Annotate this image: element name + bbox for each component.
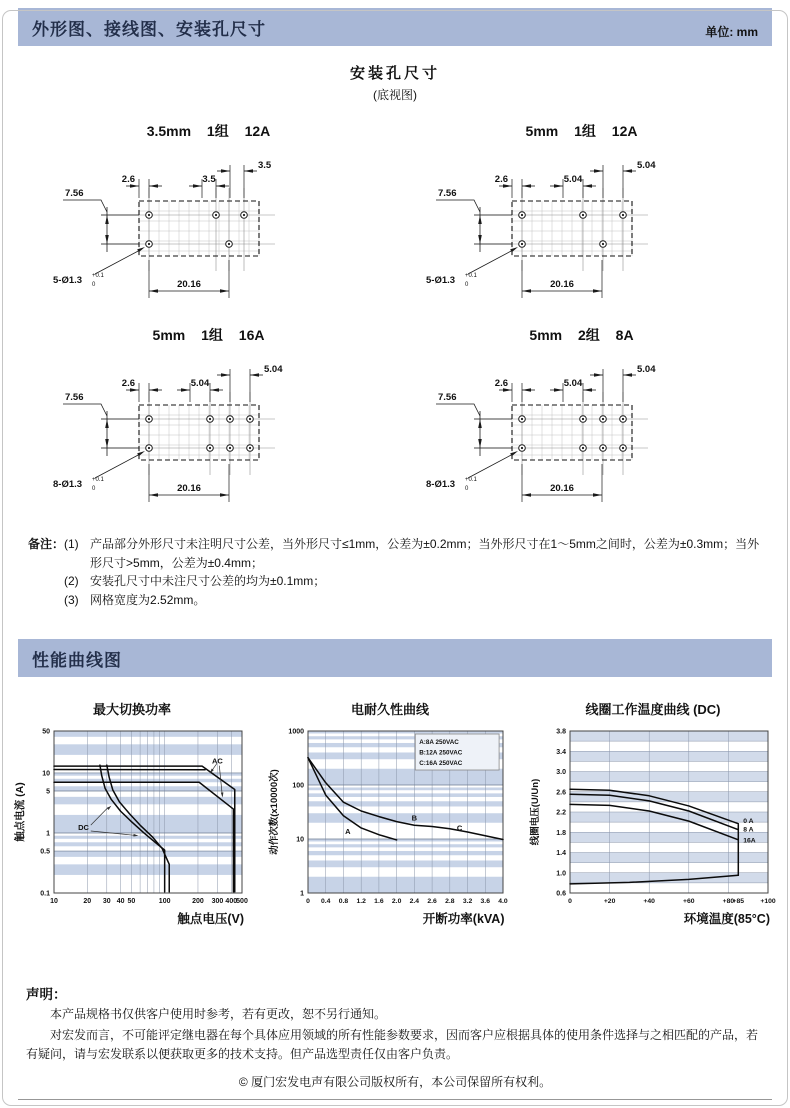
plot [308, 731, 503, 893]
svg-text:A: A [344, 827, 351, 837]
svg-text:40: 40 [116, 898, 125, 906]
svg-text:8-Ø1.3: 8-Ø1.3 [52, 479, 82, 490]
svg-text:0: 0 [464, 282, 468, 288]
svg-text:0 A: 0 A [743, 818, 754, 826]
svg-text:+0.1: +0.1 [464, 273, 477, 279]
svg-text:2.6: 2.6 [121, 174, 135, 185]
svg-text:20.16: 20.16 [176, 279, 201, 290]
mounting-hole-drawing-5mm-1pole-12a [412, 141, 752, 311]
datasheet-page [0, 8, 790, 1108]
mounting-hole-drawing-5mm-1pole-16a [39, 345, 379, 515]
svg-text:0: 0 [91, 282, 95, 288]
coil-temperature-chart [528, 723, 778, 907]
svg-text:5.04: 5.04 [190, 378, 209, 389]
copyright-footer: © 厦门宏发电声有限公司版权所有，本公司保留所有权利。 [238, 1075, 552, 1090]
diagram-title-3: 5mm 1组 16A [152, 327, 265, 343]
svg-text:0.4: 0.4 [320, 898, 330, 906]
chart-block-max-switching-power [12, 699, 252, 927]
mounting-diagram-grid [0, 107, 790, 515]
svg-text:0: 0 [464, 486, 468, 492]
svg-text:B: B [411, 813, 417, 823]
svg-text:2.6: 2.6 [121, 378, 135, 389]
svg-text:30: 30 [102, 898, 111, 906]
svg-text:7.56: 7.56 [64, 392, 83, 403]
svg-text:3.5: 3.5 [257, 160, 271, 171]
diagram-cell-1 [22, 107, 395, 311]
svg-text:5.04: 5.04 [563, 174, 582, 185]
performance-section-title: 性能曲线图 [32, 651, 122, 671]
diagram-cell-2 [395, 107, 768, 311]
svg-text:7.56: 7.56 [437, 188, 456, 199]
svg-text:1.6: 1.6 [373, 898, 384, 906]
svg-text:8 A: 8 A [743, 827, 754, 835]
drawing [426, 364, 656, 502]
unit-label: 单位: mm [705, 25, 758, 39]
diagram-cell-3 [22, 311, 395, 515]
svg-text:2.2: 2.2 [556, 809, 566, 817]
svg-text:0.1: 0.1 [40, 890, 50, 898]
svg-text:1000: 1000 [287, 728, 304, 736]
svg-text:0: 0 [568, 898, 572, 906]
drawing [53, 364, 283, 502]
note-marker-3: (3) [64, 592, 79, 607]
mounting-holes-title: 安装孔尺寸 [349, 65, 440, 82]
svg-text:300: 300 [211, 898, 224, 906]
svg-text:10: 10 [42, 770, 50, 778]
svg-text:0.6: 0.6 [556, 890, 566, 898]
svg-text:20: 20 [83, 898, 92, 906]
svg-text:20.16: 20.16 [549, 279, 574, 290]
svg-text:线圈电压(U/Un): 线圈电压(U/Un) [530, 779, 541, 846]
svg-text:5-Ø1.3: 5-Ø1.3 [52, 275, 82, 286]
svg-text:+100: +100 [760, 898, 776, 906]
svg-text:A:8A 250VAC: A:8A 250VAC [418, 739, 459, 747]
outline-section-header [18, 8, 772, 46]
chart3-title: 线圈工作温度曲线 (DC) [585, 702, 721, 718]
note-item-1 [64, 535, 762, 572]
note-item-2 [64, 572, 762, 591]
svg-text:+60: +60 [683, 898, 695, 906]
svg-text:20.16: 20.16 [549, 483, 574, 494]
svg-text:100: 100 [291, 782, 304, 790]
svg-text:+0.1: +0.1 [91, 273, 104, 279]
svg-text:+40: +40 [643, 898, 655, 906]
diagram-cell-4 [395, 311, 768, 515]
plot [54, 731, 242, 893]
svg-text:5-Ø1.3: 5-Ø1.3 [425, 275, 455, 286]
note-marker-2: (2) [64, 574, 79, 589]
mounting-holes-subtitle: (底视图) [373, 88, 417, 102]
svg-text:400: 400 [225, 898, 238, 906]
max-switching-power-chart [12, 723, 252, 907]
svg-text:5.04: 5.04 [636, 364, 655, 375]
note-text-1: 产品部分外形尺寸未注明尺寸公差，当外形尺寸≤1mm，公差为±0.2mm；当外形尺寸在1～5mm之间时，公差为±0.3mm；当外形尺寸>5mm，公差为±0.4mm； [90, 537, 760, 570]
svg-text:0.8: 0.8 [338, 898, 348, 906]
notes-items [64, 535, 762, 609]
svg-text:3.5: 3.5 [201, 174, 216, 185]
note-text-2: 安装孔尺寸中未注尺寸公差的均为±0.1mm； [90, 574, 326, 589]
svg-text:1.4: 1.4 [556, 850, 566, 858]
svg-text:2.4: 2.4 [409, 898, 419, 906]
svg-text:200: 200 [192, 898, 204, 906]
chart2-xlabel: 开断功率(kVA) [422, 912, 505, 927]
chart3-xlabel: 环境温度(85°C) [683, 912, 770, 927]
svg-text:0: 0 [91, 486, 95, 492]
diagram-title-1: 3.5mm 1组 12A [146, 123, 271, 139]
svg-text:20.16: 20.16 [176, 483, 201, 494]
svg-text:+20: +20 [603, 898, 616, 906]
drawing [53, 160, 275, 298]
svg-text:+0.1: +0.1 [91, 477, 104, 483]
svg-text:5.04: 5.04 [563, 378, 582, 389]
declaration-paragraph-1: 本产品规格书仅供客户使用时参考，若有更改，恕不另行通知。 [50, 1007, 387, 1022]
svg-text:3.6: 3.6 [480, 898, 490, 906]
svg-text:1: 1 [299, 890, 304, 898]
svg-text:4.0: 4.0 [497, 898, 508, 906]
svg-text:3.0: 3.0 [556, 769, 566, 777]
electrical-endurance-chart [268, 723, 513, 907]
svg-text:8-Ø1.3: 8-Ø1.3 [425, 479, 455, 490]
svg-text:触点电流 (A): 触点电流 (A) [14, 782, 26, 843]
svg-text:2.0: 2.0 [391, 898, 401, 906]
note-item-3 [64, 591, 762, 610]
svg-text:10: 10 [295, 836, 304, 844]
svg-text:5: 5 [46, 788, 50, 796]
svg-text:0.5: 0.5 [40, 848, 50, 856]
svg-text:3.8: 3.8 [556, 728, 566, 736]
svg-text:2.6: 2.6 [494, 378, 508, 389]
svg-text:+80: +80 [722, 898, 735, 906]
svg-text:动作次数(x10000次): 动作次数(x10000次) [268, 769, 280, 856]
svg-text:500: 500 [236, 898, 248, 906]
notes-section [0, 535, 790, 609]
drawing [426, 160, 656, 298]
svg-text:3.2: 3.2 [462, 898, 472, 906]
diagram-title-4: 5mm 2组 8A [529, 327, 634, 343]
note-marker-1: (1) [64, 537, 79, 551]
plot [570, 731, 768, 893]
svg-text:3.4: 3.4 [556, 749, 566, 757]
performance-section-header [18, 639, 772, 677]
svg-text:DC: DC [78, 823, 89, 833]
declaration-paragraph-2: 对宏发而言，不可能评定继电器在每个具体应用领域的所有性能参数要求，因而客户应根据具体的使用条件选择与之相匹配的产品，若有疑问，请与宏发联系以便获取更多的技术支持。但产品选型责任仅由客户负责。 [26, 1027, 759, 1061]
mounting-hole-drawing-3p5mm-1pole-12a [39, 141, 379, 311]
svg-text:B:12A 250VAC: B:12A 250VAC [418, 749, 462, 757]
note-text-3: 网格宽度为2.52mm。 [90, 592, 206, 607]
svg-text:+85: +85 [732, 898, 745, 906]
svg-text:1.8: 1.8 [556, 830, 566, 838]
svg-text:16A: 16A [743, 837, 756, 845]
svg-text:5.04: 5.04 [636, 160, 655, 171]
svg-text:50: 50 [127, 898, 136, 906]
svg-text:1: 1 [46, 830, 50, 838]
chart1-title: 最大切换功率 [92, 702, 171, 718]
notes-label: 备注： [28, 537, 65, 551]
declaration-section [0, 983, 790, 1063]
svg-text:1.0: 1.0 [556, 870, 566, 878]
svg-text:+0.1: +0.1 [464, 477, 477, 483]
svg-text:50: 50 [42, 728, 50, 736]
svg-text:5.04: 5.04 [263, 364, 282, 375]
svg-text:10: 10 [50, 898, 58, 906]
chart-block-coil-temperature [528, 699, 778, 927]
outline-section-title: 外形图、接线图、安装孔尺寸 [32, 20, 266, 39]
charts-row [0, 699, 790, 927]
svg-text:2.6: 2.6 [426, 898, 437, 906]
svg-text:100: 100 [158, 898, 171, 906]
svg-text:0: 0 [305, 898, 310, 906]
chart-block-electrical-endurance [268, 699, 513, 927]
svg-text:2.6: 2.6 [494, 174, 508, 185]
chart1-xlabel: 触点电压(V) [177, 912, 244, 927]
chart2-title: 电耐久性曲线 [350, 702, 429, 718]
mounting-hole-drawing-5mm-2pole-8a [412, 345, 752, 515]
svg-text:C: C [456, 823, 462, 833]
svg-text:2.8: 2.8 [444, 898, 455, 906]
declaration-label: 声明： [26, 987, 67, 1003]
svg-text:C:16A 250VAC: C:16A 250VAC [418, 760, 462, 768]
diagram-title-2: 5mm 1组 12A [525, 123, 638, 139]
svg-text:2.6: 2.6 [556, 789, 566, 797]
svg-text:AC: AC [212, 756, 223, 766]
svg-text:7.56: 7.56 [64, 188, 83, 199]
svg-text:7.56: 7.56 [437, 392, 456, 403]
svg-text:1.2: 1.2 [355, 898, 366, 906]
